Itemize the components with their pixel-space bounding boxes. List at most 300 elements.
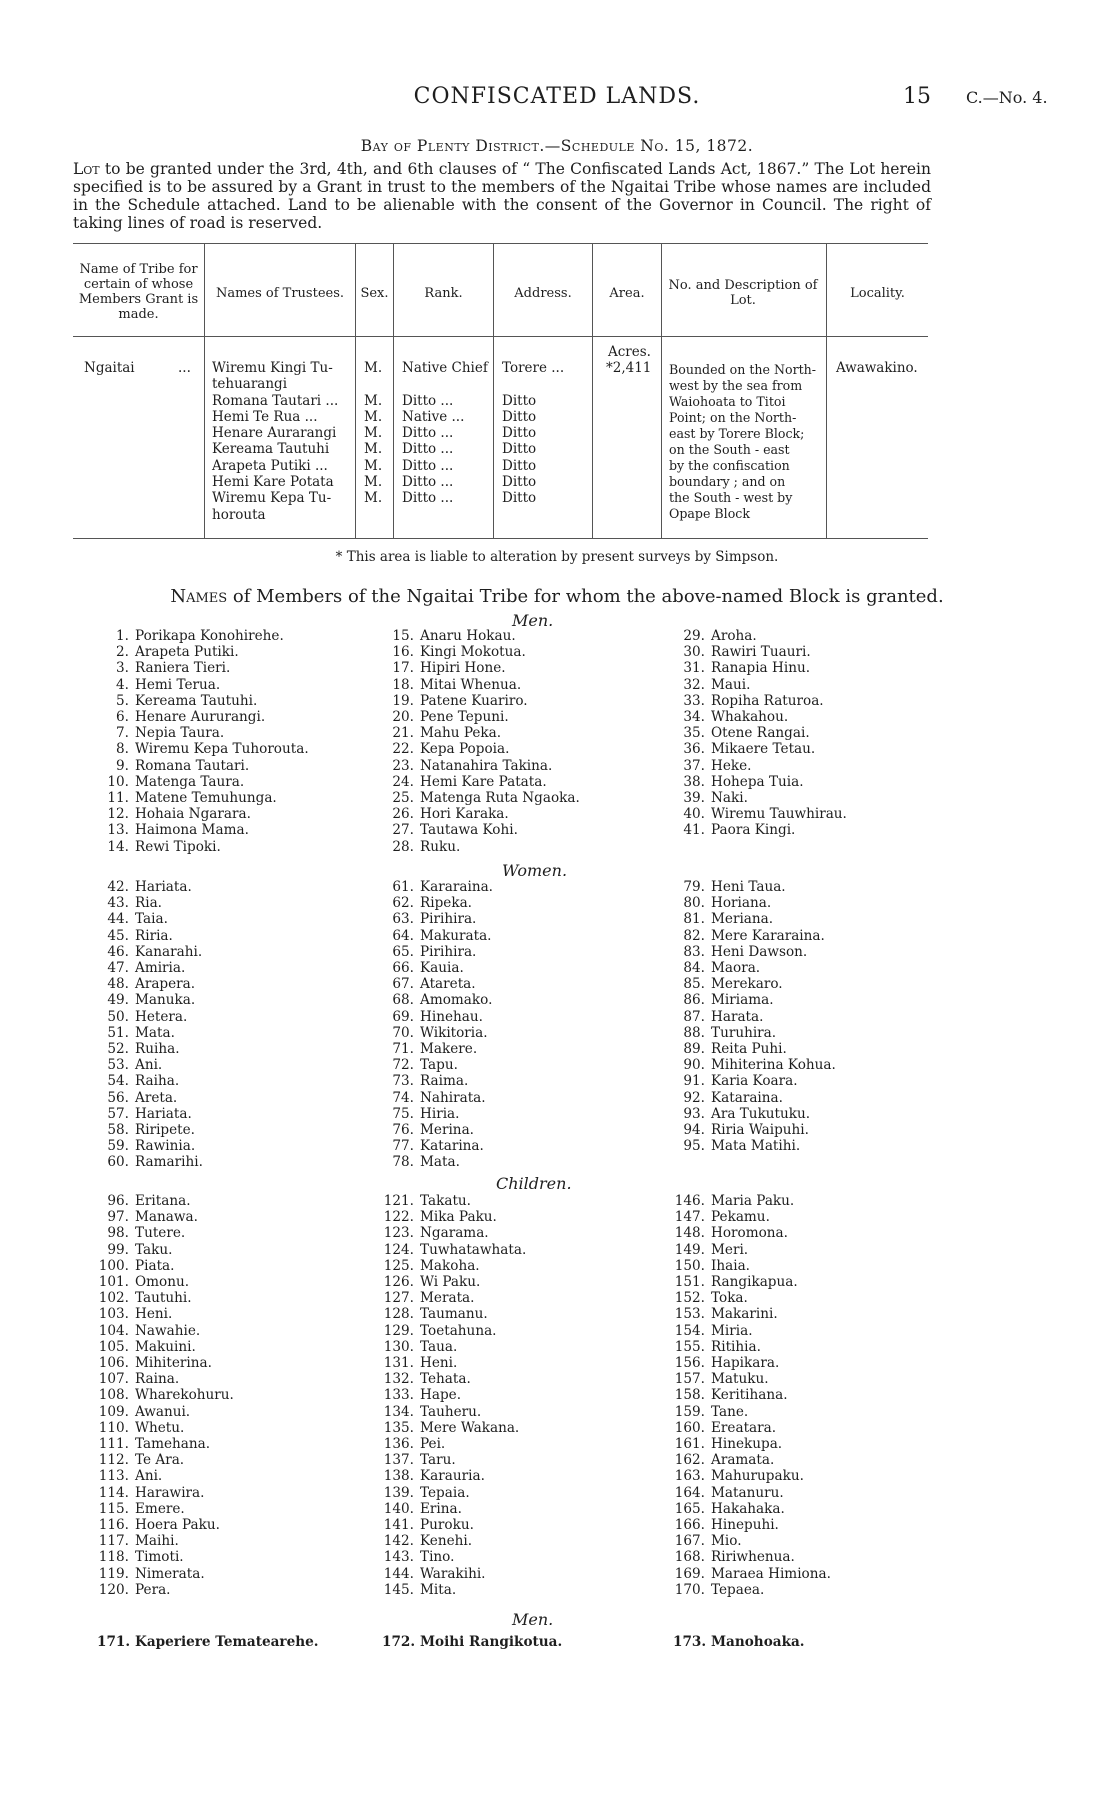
item-number: 108. — [98, 1387, 129, 1404]
list-item — [97, 1073, 203, 1089]
list-item — [673, 1122, 836, 1138]
list-item — [673, 741, 847, 757]
item-name: Kaperiere Tematearehe. — [135, 1634, 319, 1650]
table-column-divider — [661, 243, 662, 538]
names-heading-rest: of Members of the Ngaitai Tribe for whom the above-named Block is granted. — [227, 586, 944, 607]
item-number: 132. — [383, 1371, 414, 1388]
item-number: 96. — [107, 1193, 129, 1209]
list-item — [673, 1209, 831, 1225]
item-name: Matenga Taura. — [135, 773, 245, 790]
item-number: 49. — [107, 992, 129, 1009]
item-number: 133. — [383, 1387, 414, 1404]
item-name: Makoha. — [420, 1257, 480, 1274]
item-number: 130. — [383, 1338, 414, 1355]
trustee-rank: Ditto ... — [402, 441, 454, 458]
item-name: Maihi. — [135, 1533, 179, 1550]
list-item — [97, 758, 309, 774]
item-name: Taua. — [420, 1338, 458, 1355]
list-item — [382, 1436, 526, 1452]
item-name: Atareta. — [420, 976, 476, 993]
item-number: 69. — [392, 1008, 414, 1025]
list-item — [382, 1025, 493, 1041]
item-name: Mio. — [711, 1533, 742, 1550]
list-item — [382, 758, 580, 774]
list-item — [382, 1122, 493, 1138]
item-number: 53. — [107, 1057, 129, 1074]
list-item — [382, 1106, 493, 1122]
item-number: 28. — [392, 838, 414, 855]
item-number: 144. — [383, 1565, 414, 1582]
item-name: Pene Tepuni. — [420, 709, 509, 726]
item-number: 93. — [683, 1105, 705, 1122]
item-number: 138. — [383, 1468, 414, 1485]
list-item — [382, 1501, 526, 1517]
item-number: 45. — [107, 927, 129, 944]
item-name: Hinepuhi. — [711, 1517, 779, 1534]
item-number: 72. — [392, 1057, 414, 1074]
item-number: 61. — [392, 879, 414, 895]
item-number: 37. — [683, 757, 705, 774]
item-number: 145. — [383, 1581, 414, 1598]
item-number: 153. — [674, 1306, 705, 1323]
item-number: 40. — [683, 806, 705, 823]
item-name: Miria. — [711, 1322, 753, 1339]
list-item — [673, 1517, 831, 1533]
item-number: 157. — [674, 1371, 705, 1388]
list-item — [673, 1274, 831, 1290]
list-item — [382, 725, 580, 741]
item-number: 146. — [674, 1193, 705, 1209]
item-number: 109. — [98, 1403, 129, 1420]
item-name: Paora Kingi. — [711, 822, 796, 839]
item-number: 110. — [98, 1419, 129, 1436]
item-number: 134. — [383, 1403, 414, 1420]
item-number: 44. — [107, 911, 129, 928]
trustee-sex: M. — [364, 441, 383, 458]
list-item — [97, 1420, 234, 1436]
list-item — [382, 1517, 526, 1533]
item-name: Tane. — [711, 1403, 749, 1420]
item-number: 154. — [674, 1322, 705, 1339]
men-column-1 — [97, 628, 309, 855]
item-name: Manohoaka. — [711, 1634, 805, 1650]
item-name: Mihiterina Kohua. — [711, 1057, 836, 1074]
item-number: 169. — [674, 1565, 705, 1582]
item-number: 161. — [674, 1436, 705, 1453]
item-number: 113. — [98, 1468, 129, 1485]
list-item — [382, 1420, 526, 1436]
list-item — [382, 1090, 493, 1106]
item-name: Pirihira. — [420, 943, 477, 960]
item-number: 59. — [107, 1138, 129, 1155]
item-name: Nahirata. — [420, 1089, 486, 1106]
item-number: 51. — [107, 1024, 129, 1041]
item-number: 80. — [683, 895, 705, 912]
item-name: Tautawa Kohi. — [420, 822, 518, 839]
item-number: 111. — [98, 1436, 129, 1453]
item-name: Heni Taua. — [711, 879, 786, 895]
trustee-name: Kereama Tautuhi — [212, 441, 330, 458]
list-item — [97, 928, 203, 944]
item-name: Rawinia. — [135, 1138, 196, 1155]
item-name: Heni. — [135, 1306, 173, 1323]
item-number: 9. — [116, 757, 129, 774]
description-line: boundary ; and on — [669, 474, 786, 489]
list-item — [382, 1154, 493, 1170]
item-number: 127. — [383, 1290, 414, 1307]
names-heading-lead: Names — [170, 586, 228, 607]
list-item — [382, 1009, 493, 1025]
list-item — [97, 1106, 203, 1122]
list-item — [382, 628, 580, 644]
item-name: Amomako. — [420, 992, 493, 1009]
list-item — [382, 1057, 493, 1073]
item-name: Tamehana. — [135, 1436, 211, 1453]
item-name: Te Ara. — [135, 1452, 185, 1469]
item-name: Hape. — [420, 1387, 462, 1404]
item-name: Porikapa Konohirehe. — [135, 628, 284, 644]
item-name: Eritana. — [135, 1193, 191, 1209]
list-item — [673, 960, 836, 976]
trustee-names-column — [212, 360, 338, 523]
item-name: Keritihana. — [711, 1387, 788, 1404]
list-item — [382, 790, 580, 806]
item-number: 75. — [392, 1105, 414, 1122]
item-number: 66. — [392, 960, 414, 977]
list-item — [382, 1323, 526, 1339]
trustee-name: Wiremu Kepa Tu- — [212, 490, 332, 507]
children-column-2 — [382, 1193, 526, 1598]
item-number: 88. — [683, 1024, 705, 1041]
item-number: 89. — [683, 1041, 705, 1058]
list-item — [382, 992, 493, 1008]
description-line: on the South - east — [669, 442, 790, 457]
list-item — [382, 1274, 526, 1290]
item-number: 73. — [392, 1073, 414, 1090]
item-number: 3. — [116, 660, 129, 677]
item-number: 117. — [98, 1533, 129, 1550]
locality-value: Awawakino. — [836, 360, 918, 376]
description-line: the South - west by — [669, 490, 793, 505]
list-item — [97, 1404, 234, 1420]
trustee-name: Arapeta Putiki ... — [212, 457, 328, 474]
item-name: Rewi Tipoki. — [135, 838, 221, 855]
item-number: 5. — [116, 692, 129, 709]
item-name: Wiremu Tauwhirau. — [711, 806, 847, 823]
trustee-address — [502, 376, 564, 392]
item-number: 99. — [107, 1241, 129, 1258]
page-number: 15 — [903, 84, 931, 109]
item-name: Nepia Taura. — [135, 725, 225, 742]
item-number: 33. — [683, 692, 705, 709]
list-item — [97, 1634, 319, 1650]
item-name: Hohepa Tuia. — [711, 773, 804, 790]
trustee-address: Ditto — [502, 474, 537, 491]
list-item — [97, 709, 309, 725]
item-name: Hapikara. — [711, 1355, 780, 1372]
item-name: Amiria. — [135, 960, 186, 977]
item-number: 62. — [392, 895, 414, 912]
section-men-additional: Men. — [512, 1610, 554, 1629]
list-item — [382, 1387, 526, 1403]
list-item — [97, 1122, 203, 1138]
item-name: Wikitoria. — [420, 1024, 488, 1041]
header-description: No. and Description of Lot. — [668, 278, 818, 308]
list-item — [97, 1436, 234, 1452]
item-name: Arapeta Putiki. — [135, 644, 239, 661]
item-name: Tepaia. — [420, 1484, 470, 1501]
list-item — [97, 1290, 234, 1306]
item-name: Riria. — [135, 927, 173, 944]
list-item — [97, 677, 309, 693]
item-number: 159. — [674, 1403, 705, 1420]
trustee-sex: M. — [364, 425, 383, 442]
item-number: 85. — [683, 976, 705, 993]
list-item — [97, 1355, 234, 1371]
item-name: Aramata. — [711, 1452, 775, 1469]
item-name: Awanui. — [135, 1403, 191, 1420]
item-number: 119. — [98, 1565, 129, 1582]
item-name: Taku. — [135, 1241, 173, 1258]
item-name: Taia. — [135, 911, 168, 928]
item-name: Hinehau. — [420, 1008, 483, 1025]
list-item — [673, 1290, 831, 1306]
item-name: Warakihi. — [420, 1565, 486, 1582]
women-column-1 — [97, 879, 203, 1171]
list-item — [97, 1549, 234, 1565]
item-name: Heke. — [711, 757, 752, 774]
item-name: Tauheru. — [420, 1403, 482, 1420]
list-item — [97, 822, 309, 838]
item-name: Merekaro. — [711, 976, 783, 993]
item-name: Hiria. — [420, 1105, 460, 1122]
item-number: 68. — [392, 992, 414, 1009]
item-name: Matene Temuhunga. — [135, 790, 277, 807]
list-item — [673, 1041, 836, 1057]
item-number: 160. — [674, 1419, 705, 1436]
list-item — [382, 1634, 562, 1650]
list-item — [97, 1339, 234, 1355]
item-number: 100. — [98, 1257, 129, 1274]
trustee-address: Ditto — [502, 457, 537, 474]
tribe-dots: ... — [178, 360, 191, 376]
item-name: Pekamu. — [711, 1209, 770, 1226]
item-number: 118. — [98, 1549, 129, 1566]
item-name: Hoera Paku. — [135, 1517, 220, 1534]
item-number: 29. — [683, 628, 705, 644]
header-area: Area. — [609, 286, 645, 301]
trustee-sex: M. — [364, 392, 383, 409]
item-number: 92. — [683, 1089, 705, 1106]
item-name: Kanarahi. — [135, 943, 203, 960]
trustee-address: Ditto — [502, 408, 537, 425]
item-name: Romana Tautari. — [135, 757, 250, 774]
item-name: Hakahaka. — [711, 1500, 785, 1517]
item-name: Tuwhatawhata. — [420, 1241, 527, 1258]
item-number: 84. — [683, 960, 705, 977]
list-item — [382, 1355, 526, 1371]
list-item — [382, 1041, 493, 1057]
trustee-address — [502, 507, 564, 523]
list-item — [97, 1057, 203, 1073]
item-name: Mahu Peka. — [420, 725, 502, 742]
item-number: 23. — [392, 757, 414, 774]
item-name: Mita. — [420, 1581, 457, 1598]
list-item — [97, 1517, 234, 1533]
list-item — [382, 1073, 493, 1089]
trustee-address: Ditto — [502, 441, 537, 458]
item-number: 131. — [383, 1355, 414, 1372]
item-name: Ria. — [135, 895, 163, 912]
item-name: Wharekohuru. — [135, 1387, 234, 1404]
item-name: Makurata. — [420, 927, 492, 944]
list-item — [673, 725, 847, 741]
list-item — [382, 1258, 526, 1274]
item-number: 46. — [107, 943, 129, 960]
list-item — [673, 1355, 831, 1371]
item-name: Whetu. — [135, 1419, 185, 1436]
item-number: 106. — [98, 1355, 129, 1372]
list-item — [673, 677, 847, 693]
list-item — [673, 1371, 831, 1387]
trustee-address: Ditto — [502, 490, 537, 507]
list-item — [382, 1549, 526, 1565]
table-top-rule — [73, 243, 928, 244]
list-item — [97, 741, 309, 757]
description-line: Waiohoata to Titoi — [669, 394, 786, 409]
item-name: Rawiri Tuauri. — [711, 644, 811, 661]
item-name: Matuku. — [711, 1371, 769, 1388]
list-item — [382, 806, 580, 822]
trustee-rank: Native Chief — [402, 360, 488, 376]
list-item — [673, 992, 836, 1008]
list-item — [673, 1025, 836, 1041]
item-number: 167. — [674, 1533, 705, 1550]
item-name: Wiremu Kepa Tuhorouta. — [135, 741, 309, 758]
item-name: Kauia. — [420, 960, 464, 977]
list-item — [673, 1323, 831, 1339]
list-item — [382, 1371, 526, 1387]
list-item — [673, 1501, 831, 1517]
item-number: 15. — [392, 628, 414, 644]
list-item — [97, 1225, 234, 1241]
item-name: Wi Paku. — [420, 1274, 481, 1291]
trustee-sex: M. — [364, 360, 383, 376]
list-item — [673, 1387, 831, 1403]
list-item — [382, 693, 580, 709]
list-item — [673, 1090, 836, 1106]
list-item — [673, 1468, 831, 1484]
item-number: 97. — [107, 1209, 129, 1226]
description-line: Opape Block — [669, 506, 750, 521]
trustee-rank: Native ... — [402, 408, 465, 425]
header-locality: Locality. — [850, 286, 905, 301]
item-number: 58. — [107, 1122, 129, 1139]
item-name: Karia Koara. — [711, 1073, 798, 1090]
list-item — [97, 1452, 234, 1468]
item-name: Mata. — [135, 1024, 175, 1041]
list-item — [97, 1209, 234, 1225]
trustee-name: Hemi Te Rua ... — [212, 408, 318, 425]
item-number: 87. — [683, 1008, 705, 1025]
item-number: 163. — [674, 1468, 705, 1485]
list-item — [673, 1057, 836, 1073]
item-name: Otene Rangai. — [711, 725, 810, 742]
item-name: Makuini. — [135, 1338, 196, 1355]
list-item — [382, 677, 580, 693]
item-name: Maora. — [711, 960, 761, 977]
item-name: Nawahie. — [135, 1322, 201, 1339]
trustee-name: Romana Tautari ... — [212, 392, 339, 409]
description-line: west by the sea from — [669, 378, 803, 393]
item-number: 158. — [674, 1387, 705, 1404]
list-item — [673, 1138, 836, 1154]
item-number: 150. — [674, 1257, 705, 1274]
item-number: 121. — [383, 1193, 414, 1209]
item-name: Pera. — [135, 1581, 171, 1598]
item-name: Ripeka. — [420, 895, 472, 912]
item-number: 14. — [107, 838, 129, 855]
item-name: Piata. — [135, 1257, 175, 1274]
item-number: 34. — [683, 709, 705, 726]
list-item — [97, 1138, 203, 1154]
item-name: Moihi Rangikotua. — [420, 1634, 563, 1650]
item-number: 31. — [683, 660, 705, 677]
item-name: Meri. — [711, 1241, 749, 1258]
item-name: Raima. — [420, 1073, 469, 1090]
item-name: Kenehi. — [420, 1533, 473, 1550]
list-item — [97, 774, 309, 790]
header-sex: Sex. — [360, 286, 389, 301]
women-column-2 — [382, 879, 493, 1171]
item-name: Tautuhi. — [135, 1290, 192, 1307]
item-number: 60. — [107, 1154, 129, 1171]
list-item — [382, 911, 493, 927]
item-name: Manuka. — [135, 992, 196, 1009]
list-item — [382, 1242, 526, 1258]
item-name: Merata. — [420, 1290, 475, 1307]
item-number: 17. — [392, 660, 414, 677]
item-number: 36. — [683, 741, 705, 758]
item-name: Hariata. — [135, 1105, 192, 1122]
list-item — [673, 1533, 831, 1549]
list-item — [97, 1274, 234, 1290]
item-number: 79. — [683, 879, 705, 895]
men-column-2 — [382, 628, 580, 855]
list-item — [673, 1073, 836, 1089]
item-number: 67. — [392, 976, 414, 993]
item-name: Mihiterina. — [135, 1355, 212, 1372]
list-item — [382, 1193, 526, 1209]
item-number: 86. — [683, 992, 705, 1009]
item-name: Aroha. — [711, 628, 757, 644]
item-name: Mere Wakana. — [420, 1419, 520, 1436]
list-item — [673, 1404, 831, 1420]
list-item — [382, 741, 580, 757]
women-column-3 — [673, 879, 836, 1154]
trustee-name: horouta — [212, 506, 266, 523]
item-number: 77. — [392, 1138, 414, 1155]
list-item — [673, 1485, 831, 1501]
description-line: Point; on the North- — [669, 410, 797, 425]
item-number: 90. — [683, 1057, 705, 1074]
page-title: CONFISCATED LANDS. — [413, 84, 701, 109]
item-name: Haimona Mama. — [135, 822, 249, 839]
item-number: 6. — [116, 709, 129, 726]
list-item — [382, 1225, 526, 1241]
list-item — [97, 1025, 203, 1041]
item-number: 35. — [683, 725, 705, 742]
